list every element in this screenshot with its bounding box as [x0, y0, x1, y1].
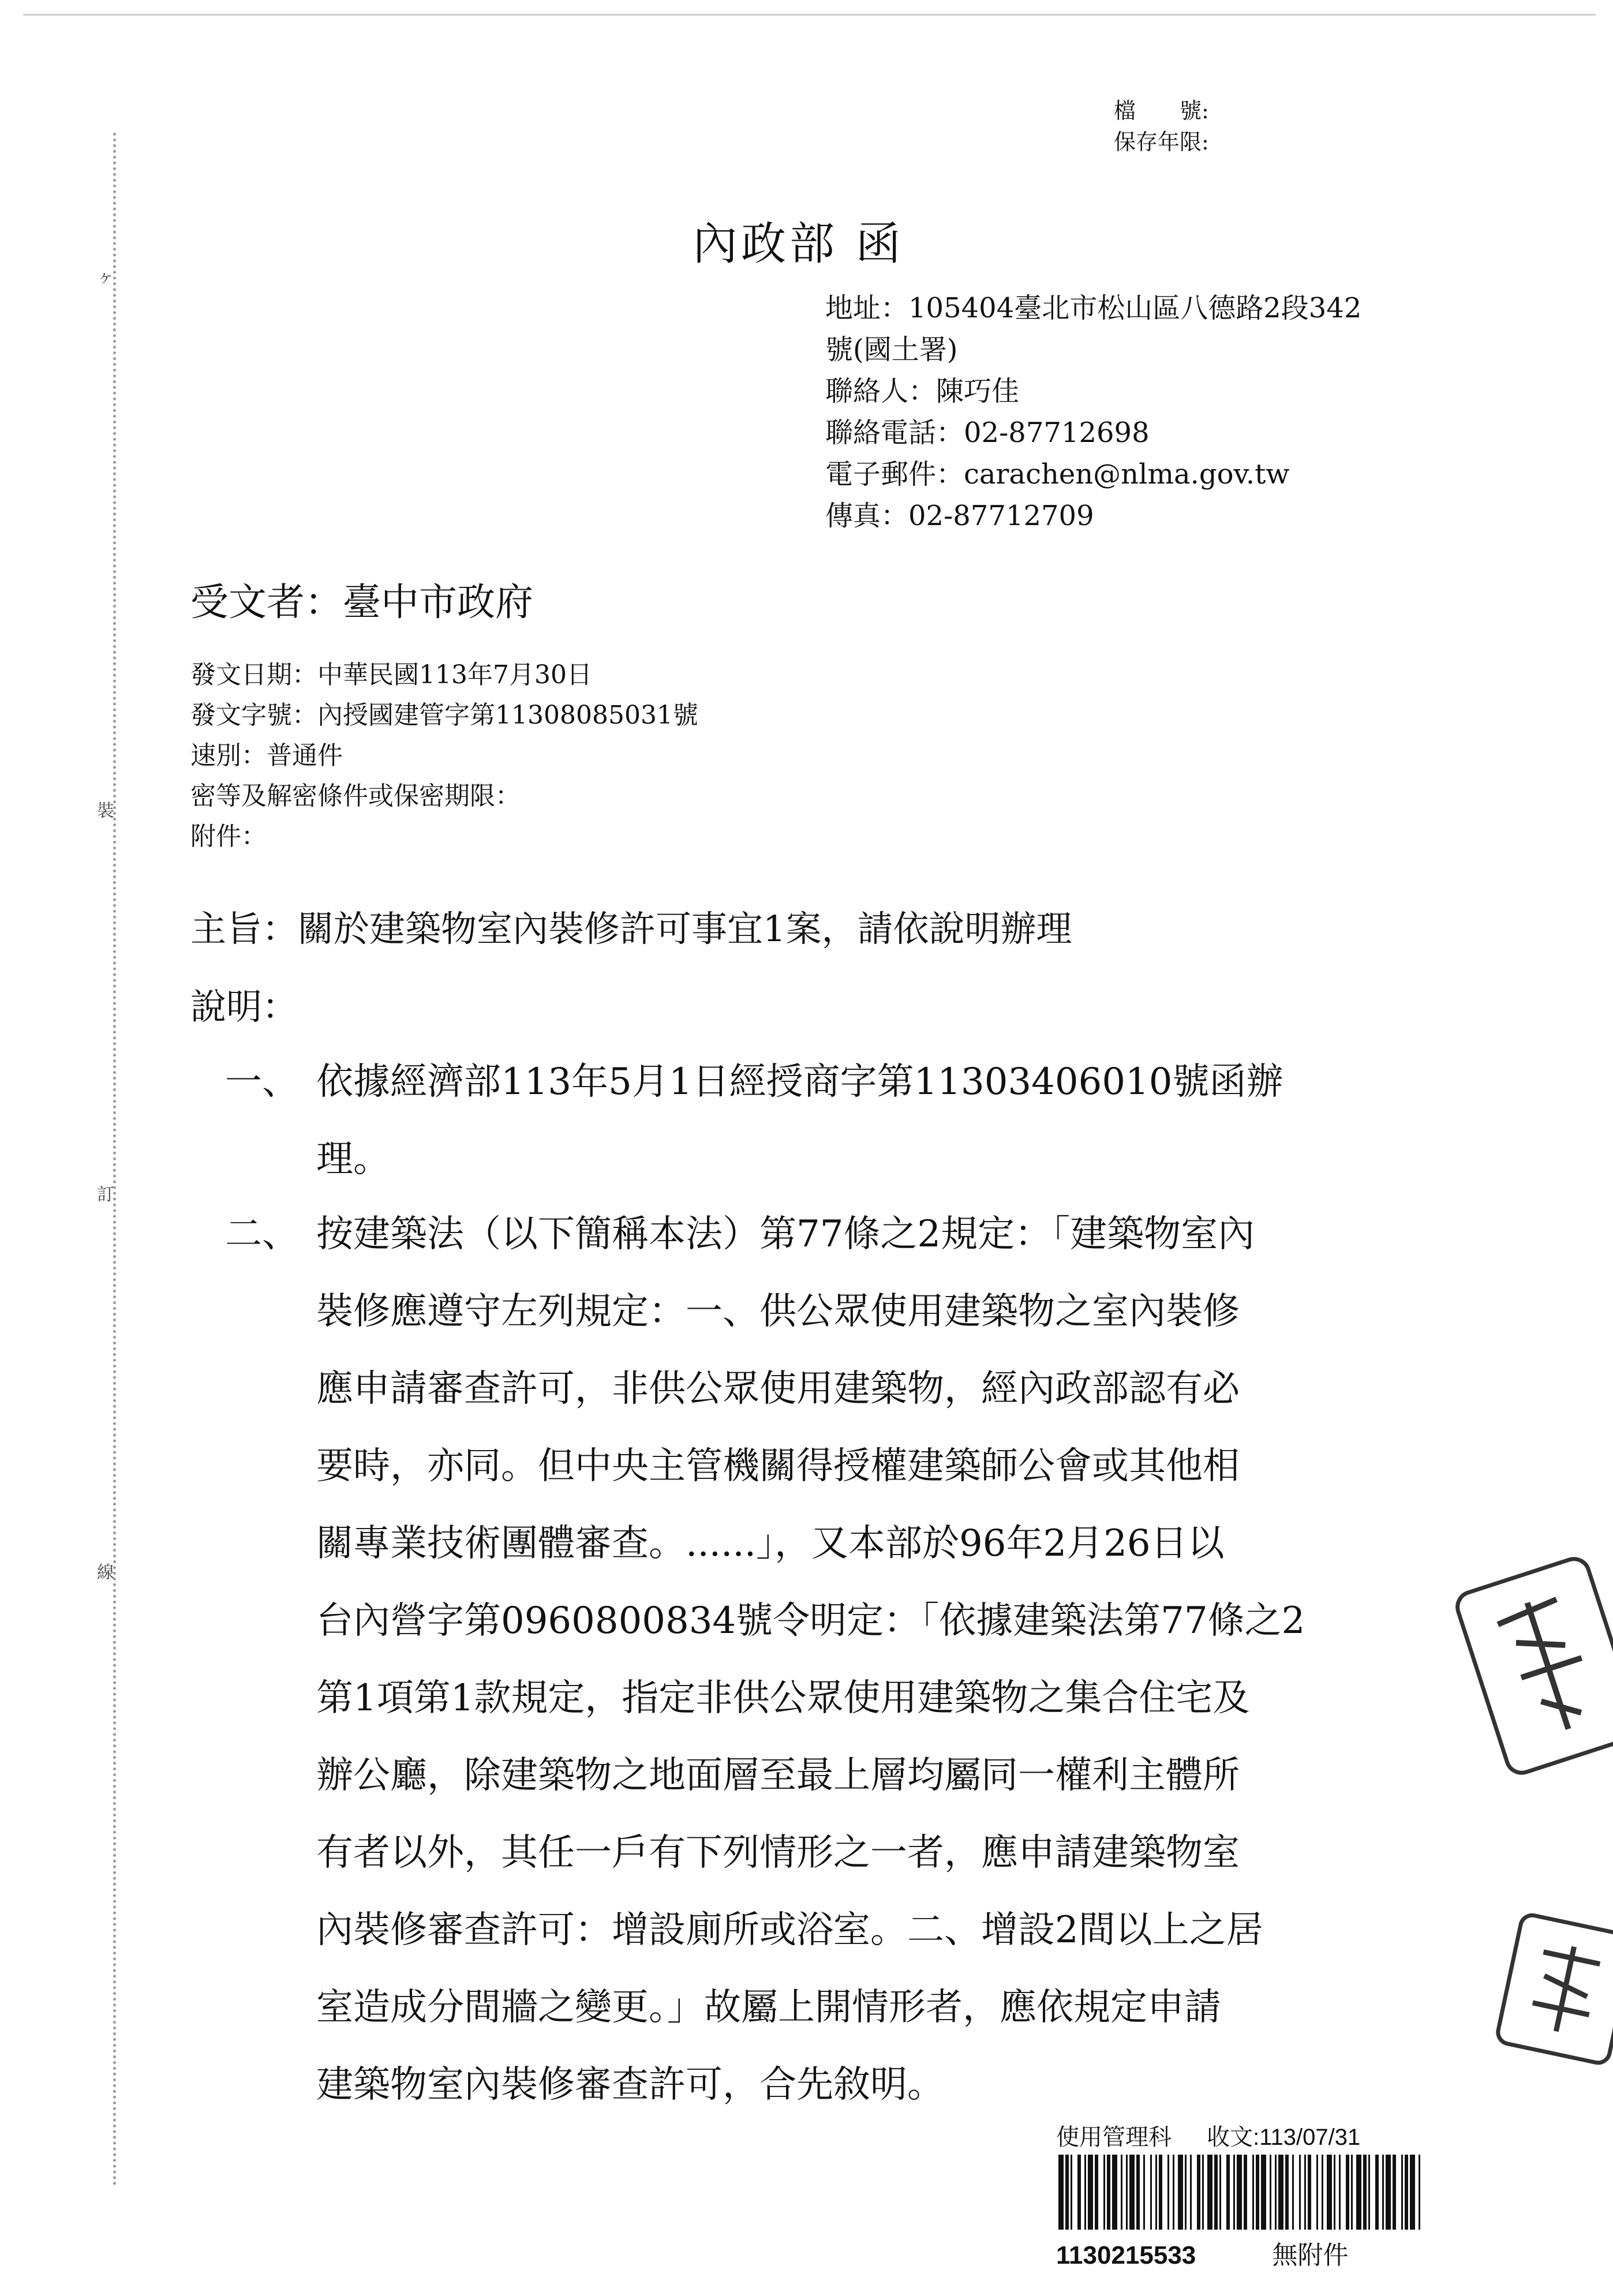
item-line: 應申請審查許可，非供公眾使用建築物，經內政部認有必 — [316, 1368, 1240, 1410]
barcode-bar — [1084, 2155, 1086, 2230]
barcode-bar — [1375, 2155, 1379, 2230]
item-line: 建築物室內裝修審查許可，合先敘明。 — [316, 2063, 944, 2106]
barcode-bar — [1077, 2155, 1081, 2230]
contact-email: 電子郵件：carachen@nlma.gov.tw — [825, 458, 1290, 490]
item-line: 關專業技術團體審查。......」，又本部於96年2月26日以 — [316, 1522, 1225, 1565]
contact-fax: 傳真：02-87712709 — [825, 500, 1094, 532]
binding-mark-ding: 訂 — [97, 1185, 114, 1205]
document-meta — [190, 655, 698, 857]
barcode-bar — [1393, 2155, 1396, 2230]
contact-person: 聯絡人：陳巧佳 — [825, 375, 1020, 407]
barcode-bar — [1226, 2155, 1230, 2230]
barcode-bar — [1410, 2155, 1415, 2230]
barcode-bar — [1285, 2155, 1289, 2230]
receipt-footer — [1056, 2234, 1425, 2271]
item-line: 依據經濟部113年5月1日經授商字第11303406010號函辦 — [316, 1061, 1283, 1103]
file-meta — [1114, 95, 1209, 158]
speed-class: 速別：普通件 — [190, 741, 343, 770]
barcode-bar — [1304, 2155, 1306, 2230]
barcode-bar — [1185, 2155, 1187, 2230]
barcode-bar — [1107, 2155, 1110, 2230]
barcode-bar — [1334, 2155, 1335, 2230]
barcode-bar — [1356, 2155, 1361, 2230]
binding-mark-top: ヶ — [97, 267, 114, 287]
item-line: 理。 — [316, 1138, 390, 1181]
barcode-bar — [1167, 2155, 1169, 2230]
barcode-bar — [1351, 2155, 1353, 2230]
barcode-bar — [1214, 2155, 1218, 2230]
barcode-bar — [1150, 2155, 1152, 2230]
barcode-bar — [1088, 2155, 1093, 2230]
barcode-bar — [1346, 2155, 1349, 2230]
barcode-bar — [1339, 2155, 1341, 2230]
document-title: 內政部 函 — [693, 218, 904, 270]
address-line2: 號(國土署) — [825, 334, 958, 366]
subject: 主旨：關於建築物室內裝修許可事宜1案，請依說明辦理 — [190, 908, 1072, 950]
barcode-bar — [1237, 2155, 1242, 2230]
item-line: 內裝修審查許可：增設廁所或浴室。二、增設2間以上之居 — [316, 1909, 1263, 1952]
barcode-bar — [1261, 2155, 1266, 2230]
barcode-bar — [1095, 2155, 1098, 2230]
binding-mark-xian: 線 — [97, 1563, 114, 1583]
barcode-bar — [1207, 2155, 1212, 2230]
item-line: 第1項第1款規定，指定非供公眾使用建築物之集合住宅及 — [316, 1677, 1250, 1720]
item-line: 台內營字第0960800834號令明定：「依據建築法第77條之2 — [316, 1600, 1305, 1642]
barcode-bar — [1202, 2155, 1204, 2230]
receipt-header — [1056, 2119, 1425, 2149]
barcode-bar — [1129, 2155, 1135, 2230]
barcode-bar — [1143, 2155, 1145, 2230]
barcode-bar — [1112, 2155, 1117, 2230]
barcode-bar — [1159, 2155, 1162, 2230]
barcode-bar — [1368, 2155, 1370, 2230]
barcode-bar — [1071, 2155, 1072, 2230]
contact-block — [825, 287, 1361, 537]
barcode-bar — [1308, 2155, 1311, 2230]
document-number: 發文字號：內授國建管字第11308085031號 — [190, 701, 698, 730]
barcode-bar — [1219, 2155, 1221, 2230]
item-line: 要時，亦同。但中央主管機關得授權建築師公會或其他相 — [316, 1445, 1240, 1488]
barcode-bar — [1190, 2155, 1192, 2230]
contact-phone: 聯絡電話：02-87712698 — [825, 417, 1150, 449]
barcode-bar — [1316, 2155, 1318, 2230]
barcode-bar — [1178, 2155, 1183, 2230]
barcode-bar — [1197, 2155, 1200, 2230]
barcode-bar — [1256, 2155, 1259, 2230]
item-line: 有者以外，其任一戶有下列情形之一者，應申請建築物室 — [316, 1831, 1240, 1874]
barcode-bar — [1252, 2155, 1254, 2230]
barcode-bar — [1065, 2155, 1069, 2230]
item-number: 一、 — [225, 1061, 299, 1103]
barcode-bar — [1405, 2155, 1408, 2230]
barcode-icon — [1056, 2155, 1425, 2230]
item-text — [316, 1043, 1613, 1198]
receipt-stamp — [1056, 2119, 1425, 2280]
barcode-bar — [1292, 2155, 1294, 2230]
receipt-received-date: 收文:113/07/31 — [1207, 2125, 1361, 2150]
file-no-label: 檔 號: — [1114, 98, 1209, 123]
receipt-department: 使用管理科 — [1056, 2125, 1172, 2150]
barcode-bar — [1270, 2155, 1271, 2230]
top-rule — [23, 14, 1596, 16]
barcode-bar — [1327, 2155, 1332, 2230]
seal-stamp-lower-icon — [1509, 1926, 1613, 2052]
barcode-bar — [1401, 2155, 1403, 2230]
barcode-bar — [1244, 2155, 1247, 2230]
barcode-bar — [1233, 2155, 1235, 2230]
attachment: 附件： — [190, 822, 267, 851]
barcode — [1056, 2155, 1425, 2230]
receipt-note: 無附件 — [1272, 2241, 1349, 2269]
barcode-bar — [1299, 2155, 1301, 2230]
binding-dotted-line — [113, 133, 116, 2187]
binding-mark-zhuang: 裝 — [97, 801, 114, 821]
explanation-label: 說明： — [190, 986, 298, 1028]
barcode-bar — [1382, 2155, 1384, 2230]
barcode-bar — [1386, 2155, 1391, 2230]
retention-label: 保存年限: — [1114, 129, 1209, 155]
item-line: 裝修應遵守左列規定：一、供公眾使用建築物之室內裝修 — [316, 1290, 1240, 1333]
barcode-bar — [1322, 2155, 1323, 2230]
barcode-bar — [1136, 2155, 1140, 2230]
secrecy-level: 密等及解密條件或保密期限： — [190, 781, 521, 811]
barcode-bar — [1103, 2155, 1105, 2230]
barcode-bar — [1173, 2155, 1174, 2230]
recipient: 受文者：臺中市政府 — [190, 580, 533, 624]
barcode-bar — [1278, 2155, 1283, 2230]
address-line1: 地址：105404臺北市松山區八德路2段342 — [825, 292, 1362, 324]
barcode-bar — [1275, 2155, 1277, 2230]
barcode-bar — [1363, 2155, 1367, 2230]
barcode-bar — [1126, 2155, 1128, 2230]
receipt-number: 1130215533 — [1056, 2241, 1196, 2269]
item-line: 室造成分間牆之變更。」故屬上開情形者，應依規定申請 — [316, 1986, 1221, 2029]
item-number: 二、 — [225, 1213, 299, 1256]
barcode-bar — [1058, 2155, 1064, 2230]
item-line: 辦公廳，除建築物之地面層至最上層均屬同一權利主體所 — [316, 1754, 1240, 1797]
item-text — [316, 1196, 1613, 2123]
item-line: 按建築法（以下簡稱本法）第77條之2規定：「建築物室內 — [316, 1213, 1255, 1256]
barcode-bar — [1419, 2155, 1420, 2230]
barcode-bar — [1155, 2155, 1157, 2230]
issue-date: 發文日期：中華民國113年7月30日 — [190, 660, 592, 690]
barcode-bar — [1121, 2155, 1122, 2230]
